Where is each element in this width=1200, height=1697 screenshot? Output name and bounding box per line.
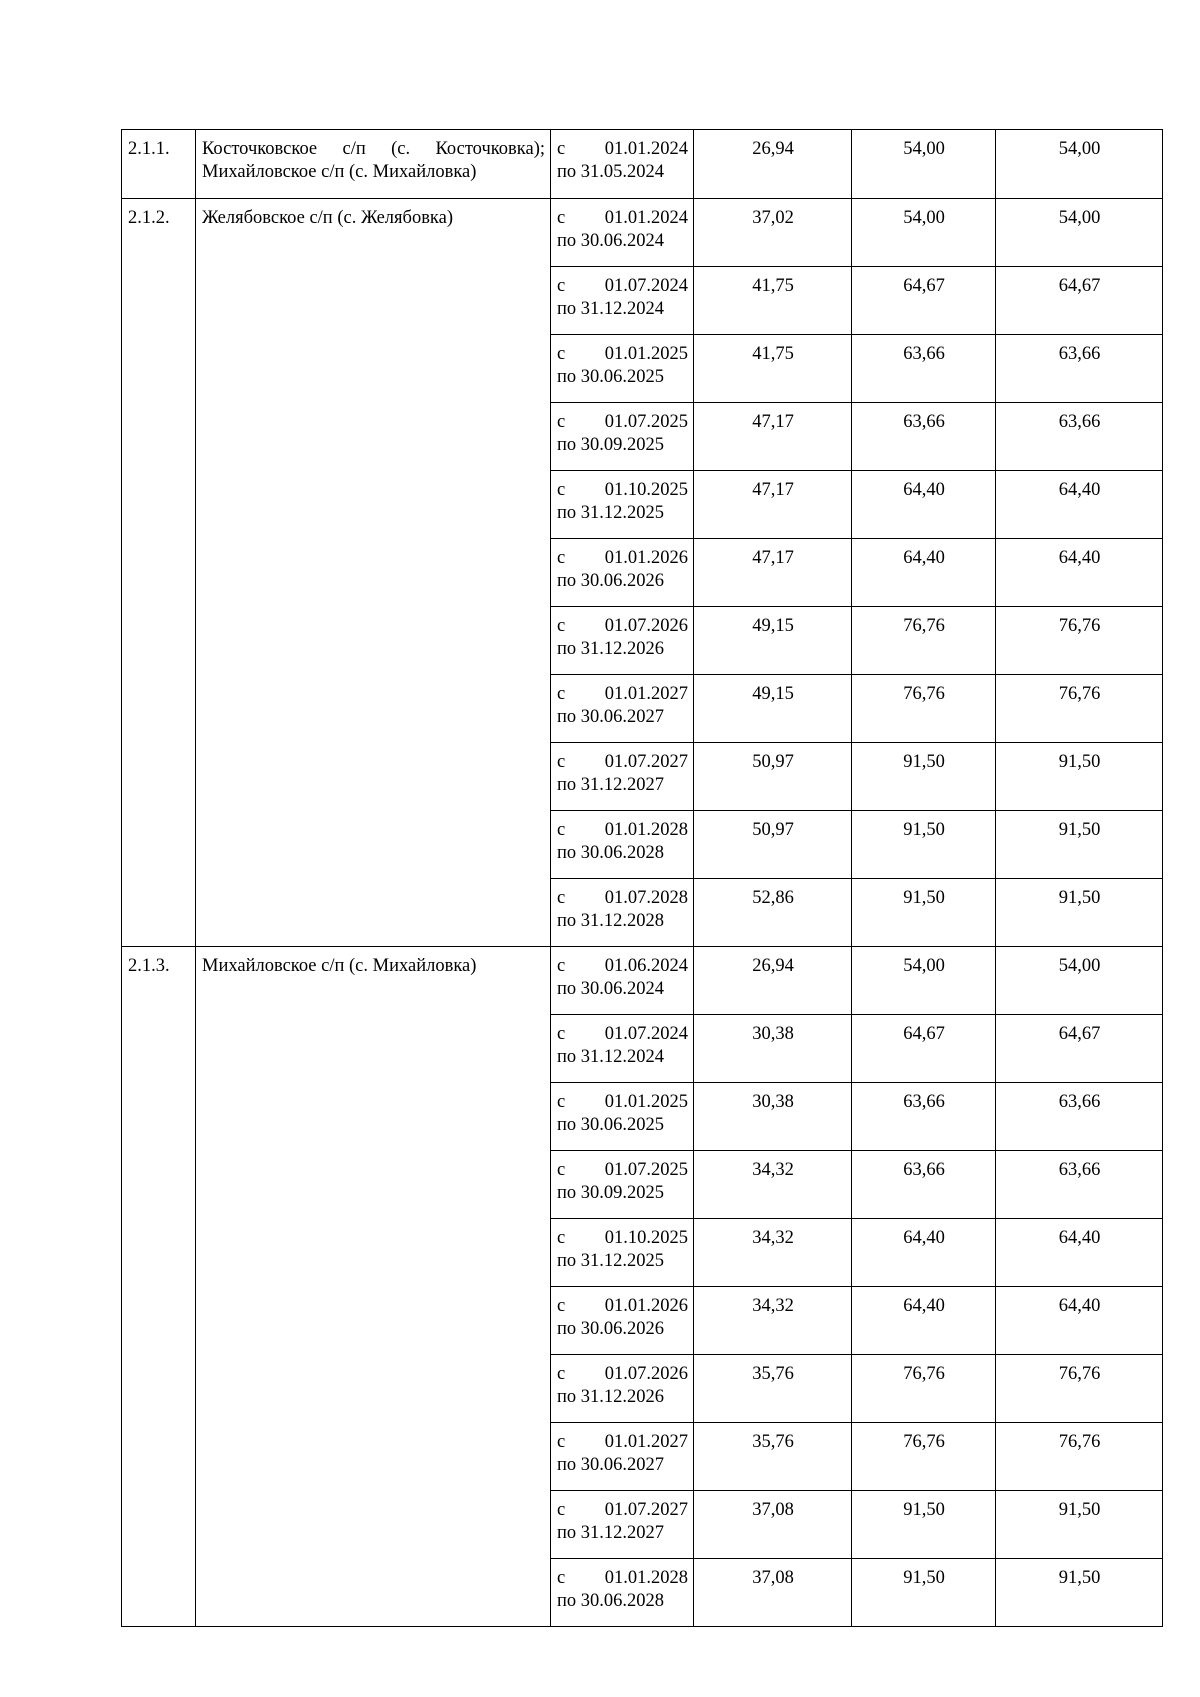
settlement-name: Косточковское с/п (с. Косточковка); Михайловское с/п (с. Михайловка) [196,130,551,199]
period-from-prefix: с [557,820,566,840]
value-cell-2: 91,50 [852,743,996,811]
value-cell-3: 91,50 [996,879,1163,947]
period-from-prefix: с [557,276,566,296]
period-from-date: 01.06.2024 [604,956,688,976]
period-from [557,955,688,978]
value-cell-2: 64,40 [852,1287,996,1355]
period-from [557,1295,688,1318]
period-from-date: 01.01.2027 [604,684,688,704]
period-from-date: 01.01.2026 [604,1296,688,1316]
value-cell-3: 76,76 [996,1423,1163,1491]
period-from-prefix: с [557,956,566,976]
value-cell-1: 35,76 [694,1423,852,1491]
value-cell-3: 64,40 [996,539,1163,607]
period-cell [551,130,694,199]
period-from-prefix: с [557,344,566,364]
period-from [557,343,688,366]
tariff-table-body [122,130,1163,1627]
period-from-date: 01.07.2027 [604,1500,688,1520]
tariff-table [121,129,1163,1627]
value-cell-3: 64,67 [996,267,1163,335]
value-cell-3: 64,40 [996,471,1163,539]
period-from-date: 01.10.2025 [604,1228,688,1248]
period-cell [551,267,694,335]
period-from-date: 01.07.2026 [604,616,688,636]
period-cell [551,471,694,539]
period-from-date: 01.07.2026 [604,1364,688,1384]
period-from-prefix: с [557,412,566,432]
value-cell-2: 54,00 [852,199,996,267]
period-from [557,207,688,230]
period-from-prefix: с [557,1364,566,1384]
value-cell-3: 63,66 [996,1151,1163,1219]
period-from-date: 01.07.2027 [604,752,688,772]
period-from-date: 01.07.2028 [604,888,688,908]
table-row [122,947,1163,1015]
period-from-date: 01.07.2025 [604,412,688,432]
period-cell [551,1491,694,1559]
period-to: по 31.12.2025 [557,1251,665,1271]
value-cell-2: 54,00 [852,130,996,199]
value-cell-3: 91,50 [996,811,1163,879]
value-cell-1: 50,97 [694,743,852,811]
period-from-prefix: с [557,139,566,159]
period-from [557,819,688,842]
period-from [557,887,688,910]
value-cell-3: 91,50 [996,743,1163,811]
value-cell-2: 76,76 [852,1423,996,1491]
table-row [122,199,1163,267]
period-from [557,411,688,434]
value-cell-2: 91,50 [852,1491,996,1559]
value-cell-2: 63,66 [852,1083,996,1151]
period-to: по 30.06.2026 [557,571,665,591]
period-to: по 30.09.2025 [557,1183,665,1203]
period-to: по 31.12.2028 [557,911,665,931]
period-cell [551,947,694,1015]
value-cell-1: 34,32 [694,1219,852,1287]
period-to: по 31.05.2024 [557,162,665,182]
value-cell-1: 37,02 [694,199,852,267]
value-cell-3: 64,67 [996,1015,1163,1083]
period-from [557,1431,688,1454]
period-cell [551,879,694,947]
value-cell-1: 47,17 [694,471,852,539]
period-to: по 31.12.2026 [557,639,665,659]
period-from-prefix: с [557,208,566,228]
value-cell-3: 54,00 [996,130,1163,199]
value-cell-3: 54,00 [996,199,1163,267]
period-to: по 30.06.2028 [557,1591,665,1611]
period-cell [551,403,694,471]
period-to: по 30.06.2026 [557,1319,665,1339]
value-cell-1: 26,94 [694,130,852,199]
period-to: по 30.06.2027 [557,707,665,727]
period-to: по 31.12.2024 [557,299,665,319]
period-cell [551,675,694,743]
period-from-prefix: с [557,1500,566,1520]
value-cell-1: 41,75 [694,335,852,403]
value-cell-2: 76,76 [852,675,996,743]
value-cell-3: 64,40 [996,1287,1163,1355]
period-cell [551,1015,694,1083]
value-cell-1: 34,32 [694,1151,852,1219]
value-cell-1: 41,75 [694,267,852,335]
period-from [557,1363,688,1386]
period-from [557,1023,688,1046]
period-from [557,275,688,298]
value-cell-1: 50,97 [694,811,852,879]
table-row [122,130,1163,199]
period-from [557,1091,688,1114]
value-cell-2: 63,66 [852,403,996,471]
value-cell-1: 49,15 [694,675,852,743]
period-cell [551,539,694,607]
period-from [557,1499,688,1522]
period-cell [551,1287,694,1355]
period-to: по 30.06.2025 [557,1115,665,1135]
period-cell [551,607,694,675]
value-cell-2: 91,50 [852,1559,996,1627]
section-number: 2.1.2. [122,199,196,947]
period-from-date: 01.07.2024 [604,1024,688,1044]
period-from-date: 01.01.2028 [604,820,688,840]
value-cell-1: 47,17 [694,539,852,607]
period-from-date: 01.01.2028 [604,1568,688,1588]
value-cell-3: 63,66 [996,1083,1163,1151]
period-from [557,1227,688,1250]
period-from-prefix: с [557,684,566,704]
period-from [557,1567,688,1590]
value-cell-1: 35,76 [694,1355,852,1423]
period-cell [551,1151,694,1219]
period-to: по 31.12.2027 [557,1523,665,1543]
period-cell [551,1559,694,1627]
period-from [557,138,688,161]
value-cell-3: 64,40 [996,1219,1163,1287]
period-from-prefix: с [557,1092,566,1112]
value-cell-3: 63,66 [996,335,1163,403]
value-cell-2: 64,67 [852,267,996,335]
section-number: 2.1.1. [122,130,196,199]
period-from-prefix: с [557,480,566,500]
period-from [557,479,688,502]
value-cell-3: 76,76 [996,675,1163,743]
period-to: по 30.06.2027 [557,1455,665,1475]
value-cell-2: 64,67 [852,1015,996,1083]
value-cell-1: 34,32 [694,1287,852,1355]
period-from-prefix: с [557,888,566,908]
period-to: по 30.06.2028 [557,843,665,863]
value-cell-3: 91,50 [996,1559,1163,1627]
value-cell-1: 26,94 [694,947,852,1015]
value-cell-2: 91,50 [852,879,996,947]
value-cell-1: 47,17 [694,403,852,471]
period-to: по 31.12.2027 [557,775,665,795]
period-from-prefix: с [557,616,566,636]
value-cell-1: 30,38 [694,1083,852,1151]
period-from-date: 01.07.2024 [604,276,688,296]
value-cell-2: 64,40 [852,471,996,539]
period-from-prefix: с [557,1296,566,1316]
value-cell-1: 49,15 [694,607,852,675]
period-from [557,1159,688,1182]
period-from-date: 01.10.2025 [604,480,688,500]
period-from-date: 01.01.2026 [604,548,688,568]
period-to: по 30.09.2025 [557,435,665,455]
value-cell-3: 63,66 [996,403,1163,471]
value-cell-3: 91,50 [996,1491,1163,1559]
period-to: по 30.06.2024 [557,231,665,251]
period-cell [551,1219,694,1287]
period-cell [551,1083,694,1151]
period-from-prefix: с [557,1228,566,1248]
value-cell-2: 64,40 [852,1219,996,1287]
period-cell [551,199,694,267]
value-cell-1: 37,08 [694,1491,852,1559]
period-from [557,547,688,570]
period-from [557,615,688,638]
period-from-date: 01.01.2027 [604,1432,688,1452]
period-to: по 30.06.2024 [557,979,665,999]
value-cell-2: 91,50 [852,811,996,879]
period-to: по 30.06.2025 [557,367,665,387]
period-to: по 31.12.2024 [557,1047,665,1067]
value-cell-2: 63,66 [852,1151,996,1219]
period-from-prefix: с [557,1432,566,1452]
period-cell [551,335,694,403]
period-from-prefix: с [557,1160,566,1180]
period-cell [551,811,694,879]
value-cell-1: 52,86 [694,879,852,947]
period-from-date: 01.01.2024 [604,139,688,159]
period-to: по 31.12.2026 [557,1387,665,1407]
period-from [557,683,688,706]
settlement-name: Михайловское с/п (с. Михайловка) [196,947,551,1627]
value-cell-2: 63,66 [852,335,996,403]
period-to: по 31.12.2025 [557,503,665,523]
value-cell-2: 64,40 [852,539,996,607]
section-number: 2.1.3. [122,947,196,1627]
value-cell-3: 76,76 [996,1355,1163,1423]
period-from-prefix: с [557,548,566,568]
period-cell [551,1355,694,1423]
value-cell-3: 54,00 [996,947,1163,1015]
settlement-name: Желябовское с/п (с. Желябовка) [196,199,551,947]
period-from [557,751,688,774]
period-from-date: 01.01.2025 [604,344,688,364]
period-from-prefix: с [557,752,566,772]
value-cell-2: 76,76 [852,607,996,675]
period-cell [551,743,694,811]
value-cell-2: 54,00 [852,947,996,1015]
period-from-date: 01.01.2025 [604,1092,688,1112]
period-from-date: 01.01.2024 [604,208,688,228]
value-cell-2: 76,76 [852,1355,996,1423]
period-from-prefix: с [557,1024,566,1044]
period-from-date: 01.07.2025 [604,1160,688,1180]
value-cell-1: 30,38 [694,1015,852,1083]
value-cell-1: 37,08 [694,1559,852,1627]
period-from-prefix: с [557,1568,566,1588]
value-cell-3: 76,76 [996,607,1163,675]
period-cell [551,1423,694,1491]
